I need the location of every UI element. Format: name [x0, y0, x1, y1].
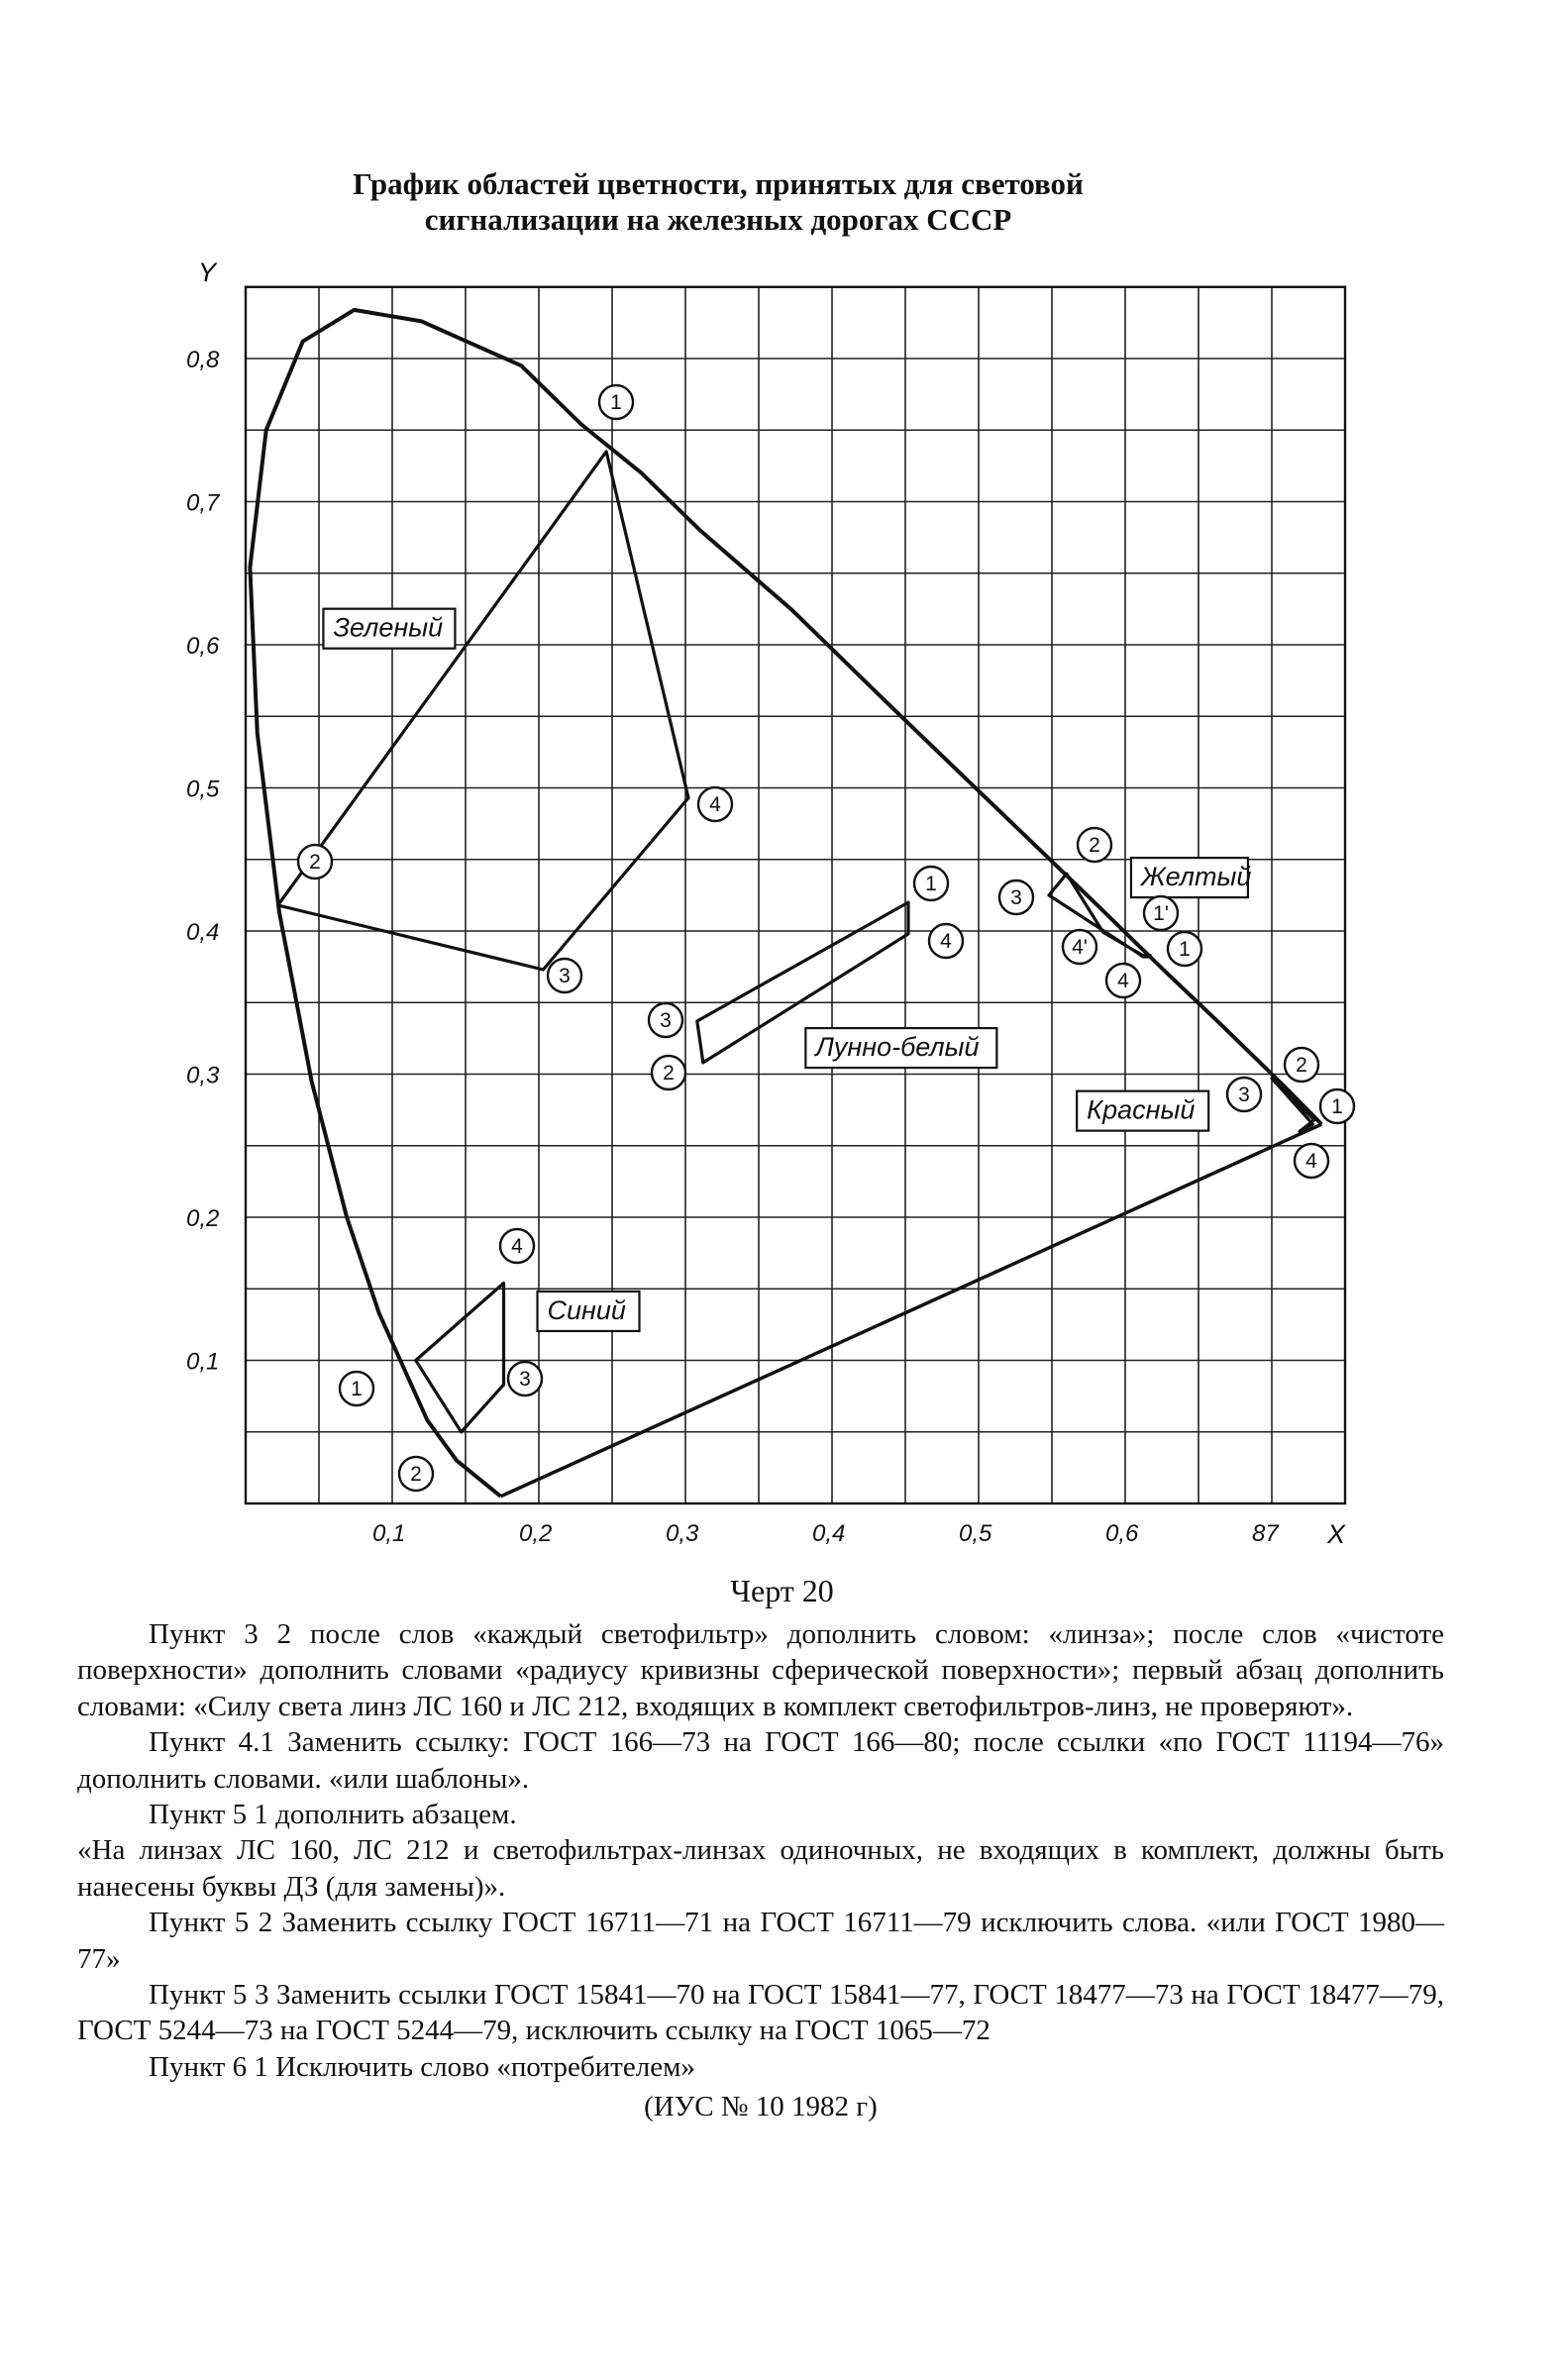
y-tick-label: 0,6 [186, 633, 220, 660]
y-tick-label: 0,4 [186, 919, 220, 946]
point-marker-number: 4 [709, 793, 721, 816]
point-marker-number: 3 [660, 1009, 672, 1032]
y-tick-label: 0,3 [186, 1062, 220, 1089]
region-label: Желтый [1140, 862, 1252, 892]
x-tick-label: 0,2 [519, 1520, 553, 1547]
point-marker-number: 3 [559, 965, 571, 987]
region-label: Синий [547, 1294, 626, 1325]
point-marker-number: 1 [1331, 1095, 1343, 1118]
y-tick-label: 0,1 [186, 1348, 220, 1376]
point-marker-number: 3 [1238, 1084, 1250, 1106]
x-axis-label: X [1327, 1519, 1346, 1549]
point-marker-number: 1 [1179, 938, 1191, 961]
point-marker-number: 4' [1072, 936, 1088, 959]
region-outline [278, 452, 688, 970]
region-label: Лунно-белый [815, 1032, 980, 1063]
x-tick-label: 0,6 [1105, 1520, 1139, 1547]
body-text [77, 1616, 1444, 2125]
point-marker-number: 1' [1153, 902, 1169, 925]
point-marker-number: 2 [309, 851, 321, 874]
point-marker-number: 4 [1117, 970, 1129, 992]
point-marker-number: 1 [351, 1378, 363, 1400]
paragraph: Пункт 5 3 Заменить ссылки ГОСТ 15841—70 на ГОСТ 15841—77, ГОСТ 18477—73 на ГОСТ 18477—79, ГОСТ 5244—73 на ГОСТ 5244—79, исключить ссылку на ГОСТ 1065—72 [77, 1979, 1444, 2047]
chart-title-line-1: График областей цветности, принятых для световой [353, 166, 1084, 201]
point-marker-number: 4 [511, 1235, 523, 1258]
y-tick-label: 0,8 [186, 347, 220, 373]
point-marker-number: 4 [940, 930, 952, 953]
x-tick-label: 0,3 [666, 1520, 699, 1547]
point-marker-number: 1 [610, 391, 622, 414]
x-tick-label: 0,1 [372, 1520, 406, 1547]
x-tick-label: 0,5 [959, 1520, 992, 1547]
region-outline [1272, 1079, 1314, 1132]
point-marker-number: 2 [1296, 1054, 1307, 1077]
paragraph: «На линзах ЛС 160, ЛС 212 и светофильтрах-линзах одиночных, не входящих в комплект, должны быть нанесены буквы ДЗ (для замены)». [77, 1834, 1444, 1903]
paragraph: Пункт 3 2 после слов «каждый светофильтр» дополнить словом: «линза»; после слов «чистоте поверхности» дополнить словами «радиусу кривизны сферической поверхности»; первый абзац дополнить словами: «Силу света линз ЛС 160 и ЛС 212, входящих в комплект светофильтров-линз, не проверяют». [77, 1618, 1444, 1722]
paragraph: Пункт 6 1 Исключить слово «потребителем» [149, 2050, 695, 2083]
point-marker-number: 3 [1010, 886, 1022, 909]
y-axis-label: Y [198, 257, 217, 287]
point-marker-number: 2 [1089, 834, 1100, 857]
y-tick-label: 0,7 [186, 489, 220, 517]
paragraph: Пункт 4.1 Заменить ссылку: ГОСТ 166—73 на ГОСТ 166—80; после ссылки «по ГОСТ 11194—76» дополнить словами. «или шаблоны». [77, 1726, 1444, 1795]
chart-title-line-2: сигнализации на железных дорогах СССР [424, 202, 1012, 237]
point-marker-number: 2 [663, 1062, 675, 1085]
point-marker-number: 3 [519, 1368, 531, 1391]
region-label: Зеленый [333, 612, 444, 643]
x-tick-label: 87 [1252, 1520, 1279, 1547]
point-marker-number: 4 [1305, 1150, 1317, 1173]
point-marker-number: 2 [410, 1463, 422, 1486]
region-outline [416, 1284, 504, 1432]
y-tick-label: 0,2 [186, 1205, 220, 1232]
source-reference: (ИУС № 10 1982 г) [644, 2091, 878, 2123]
x-tick-label: 0,4 [812, 1520, 846, 1547]
figure-caption: Черт 20 [730, 1573, 834, 1608]
region-label: Красный [1087, 1094, 1196, 1125]
paragraph: Пункт 5 1 дополнить абзацем. [149, 1799, 517, 1831]
y-tick-label: 0,5 [186, 776, 220, 803]
paragraph: Пункт 5 2 Заменить ссылку ГОСТ 16711—71 на ГОСТ 16711—79 исключить слова. «или ГОСТ 1980—77» [77, 1907, 1444, 1975]
point-marker-number: 1 [925, 873, 937, 895]
